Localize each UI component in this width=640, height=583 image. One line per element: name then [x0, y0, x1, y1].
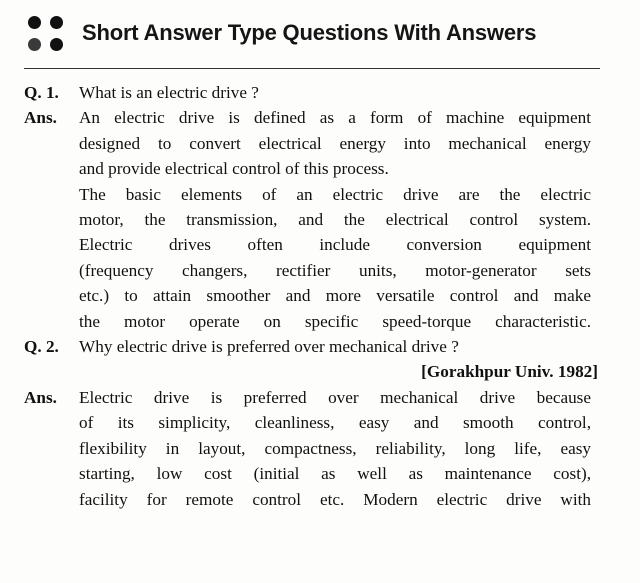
answer-label: Ans. — [24, 108, 57, 128]
question-2 — [24, 334, 608, 359]
answer-line: designed to convert electrical energy into mechanical energy — [79, 133, 591, 153]
header-divider — [24, 68, 600, 69]
dot-icon — [50, 16, 63, 29]
bullet-dots-icon — [24, 16, 70, 60]
question-1 — [24, 80, 608, 105]
answer-line: Electric drive is preferred over mechanical drive because — [79, 387, 591, 407]
answer-label: Ans. — [24, 387, 57, 407]
answer-line: (frequency changers, rectifier units, motor-generator sets — [79, 260, 591, 280]
answer-2 — [24, 385, 608, 512]
answer-1 — [24, 105, 608, 334]
dot-icon — [50, 38, 63, 51]
question-label: Q. 1. — [24, 83, 59, 102]
answer-line: etc.) to attain smoother and more versatile control and make — [79, 286, 591, 306]
dot-icon — [28, 16, 41, 29]
qa-content — [24, 80, 608, 512]
question-label: Q. 2. — [24, 337, 59, 357]
answer-line: motor, the transmission, and the electrical control system. — [79, 210, 591, 230]
answer-line: Electric drives often include conversion equipment — [79, 235, 591, 255]
question-text: Why electric drive is preferred over mechanical drive ? — [79, 337, 459, 357]
section-title: Short Answer Type Questions With Answers — [82, 20, 537, 45]
question-text: What is an electric drive ? — [79, 83, 259, 102]
answer-line: facility for remote control etc. Modern electric drive with — [79, 489, 591, 509]
answer-line: flexibility in layout, compactness, reliability, long life, easy — [79, 438, 591, 458]
answer-line: and provide electrical control of this process. — [79, 159, 389, 179]
answer-line: of its simplicity, cleanliness, easy and smooth control, — [79, 413, 591, 433]
answer-line: starting, low cost (initial as well as maintenance cost), — [79, 464, 591, 484]
question-source-row — [24, 359, 608, 384]
answer-line: An electric drive is defined as a form of machine equipment — [79, 108, 591, 128]
answer-line: The basic elements of an electric drive are the electric — [79, 184, 591, 204]
dot-icon — [28, 38, 41, 51]
section-header — [24, 10, 616, 66]
answer-line: the motor operate on specific speed-torque characteristic. — [79, 311, 591, 331]
question-source: [Gorakhpur Univ. 1982] — [421, 362, 598, 382]
